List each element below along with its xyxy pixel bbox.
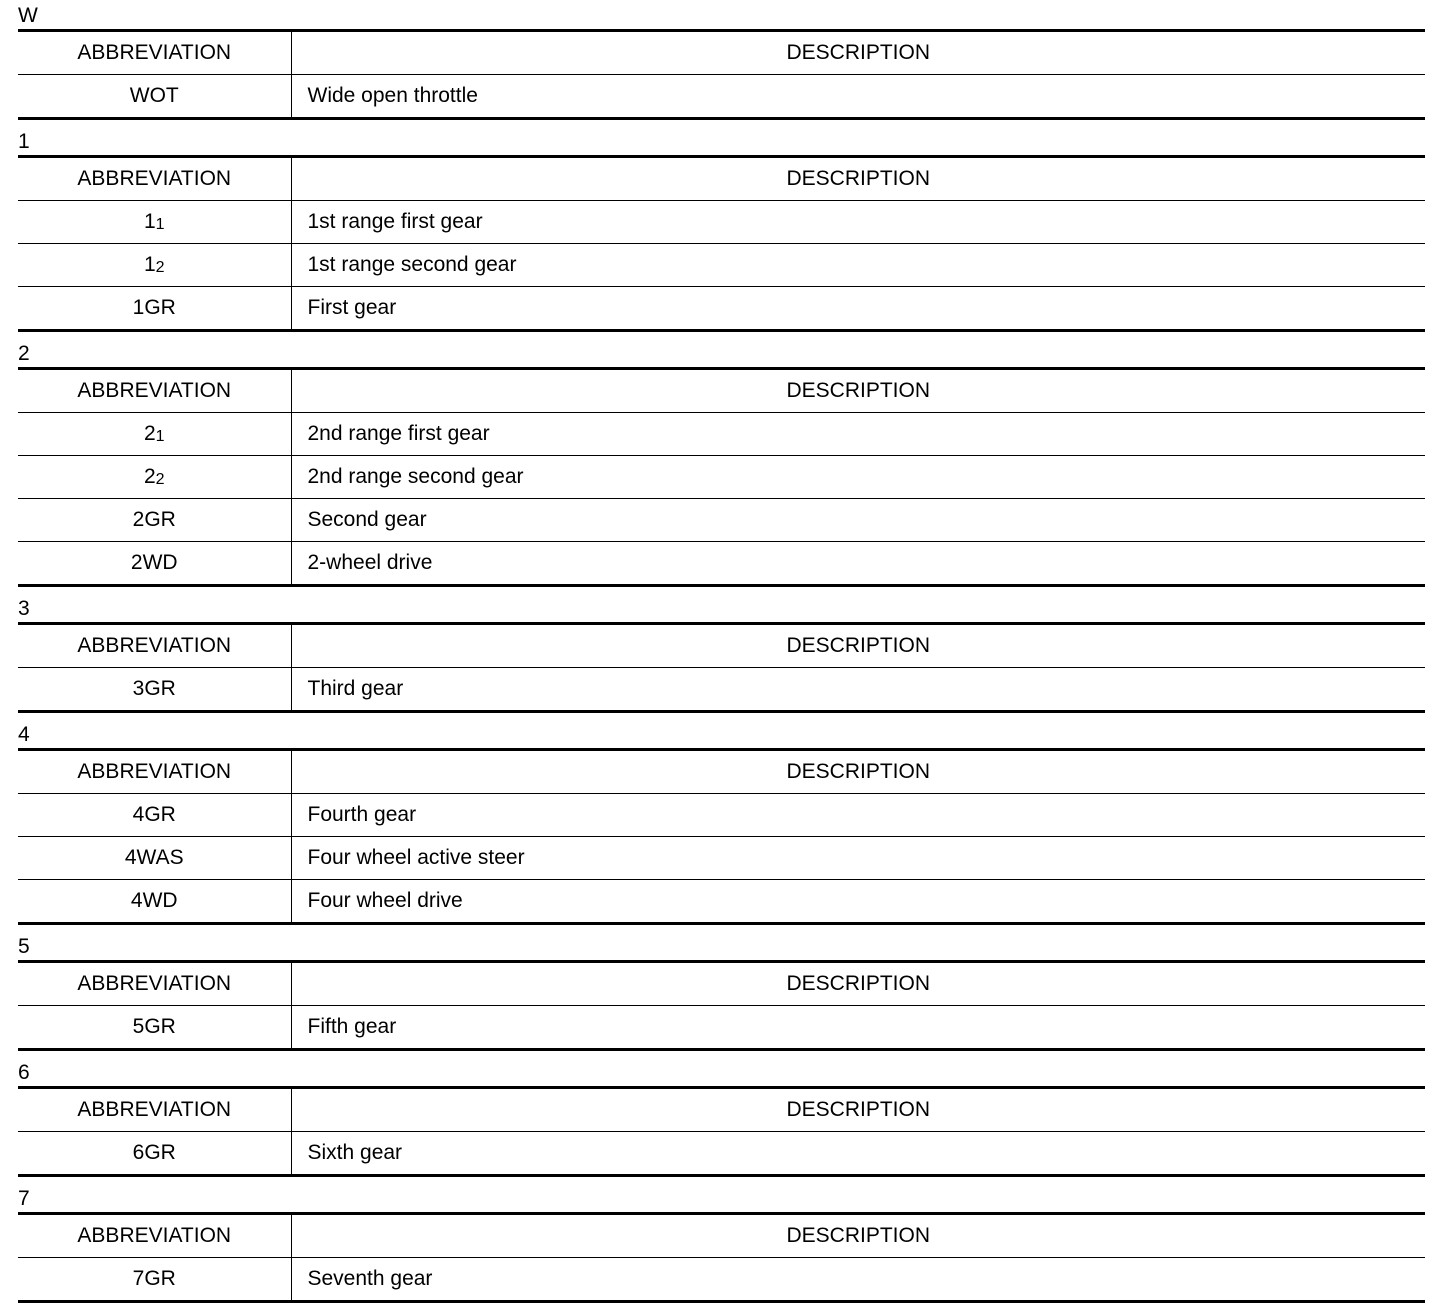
table-row [18, 1258, 1425, 1302]
description-cell: Sixth gear [307, 1141, 403, 1164]
abbreviation-cell [18, 1006, 291, 1050]
description-column-header: DESCRIPTION [291, 369, 1425, 413]
abbreviation-subscript: 2 [155, 471, 165, 488]
table-header-row [18, 369, 1425, 413]
abbreviation-column-header: ABBREVIATION [18, 624, 291, 668]
description-cell: Third gear [307, 677, 404, 700]
abbreviation-cell [18, 75, 291, 119]
description-cell: 1st range first gear [291, 201, 1425, 244]
abbreviation-column-header: ABBREVIATION [18, 1214, 291, 1258]
abbreviation-cell [18, 1132, 291, 1176]
table-row [18, 542, 1425, 586]
description-cell: 1st range second gear [291, 244, 1425, 287]
section-heading: 6 [18, 1061, 30, 1084]
abbreviation-cell [18, 413, 291, 456]
abbreviation-text: 5GR [132, 1015, 176, 1038]
abbreviation-text: WOT [129, 84, 179, 107]
abbreviation-text: 2 [143, 465, 156, 488]
table-row [18, 413, 1425, 456]
abbreviation-table [18, 748, 1425, 925]
description-column-header: DESCRIPTION [291, 962, 1425, 1006]
table-row [18, 880, 1425, 924]
description-cell: Fourth gear [291, 794, 1425, 837]
abbreviation-cell [18, 880, 291, 924]
description-cell: Four wheel active steer [291, 837, 1425, 880]
description-column-header: DESCRIPTION [291, 31, 1425, 75]
abbreviation-cell [18, 499, 291, 542]
abbreviation-cell [18, 287, 291, 331]
description-cell: Wide open throttle [307, 84, 478, 107]
abbreviation-text: 4GR [132, 803, 176, 826]
section-heading: 2 [18, 342, 30, 365]
abbreviation-column-header: ABBREVIATION [18, 157, 291, 201]
abbreviation-table [18, 1212, 1425, 1303]
description-column-header: DESCRIPTION [291, 157, 1425, 201]
description-cell: Seventh gear [307, 1267, 433, 1290]
abbreviation-cell [18, 837, 291, 880]
description-cell: 2nd range first gear [291, 413, 1425, 456]
abbreviation-text: 2GR [132, 508, 176, 531]
section-heading: 1 [18, 130, 30, 153]
table-row [18, 456, 1425, 499]
table-row [18, 287, 1425, 331]
description-cell: 2nd range second gear [291, 456, 1425, 499]
table-row [18, 1006, 1425, 1050]
section-heading: 5 [18, 935, 30, 958]
abbreviation-text: 1 [143, 210, 156, 233]
abbreviation-cell [18, 668, 291, 712]
description-column-header: DESCRIPTION [291, 624, 1425, 668]
abbreviation-column-header: ABBREVIATION [18, 369, 291, 413]
table-header-row [18, 1214, 1425, 1258]
abbreviation-cell [18, 542, 291, 586]
abbreviation-table [18, 1086, 1425, 1177]
table-row [18, 244, 1425, 287]
description-column-header: DESCRIPTION [291, 1088, 1425, 1132]
table-header-row [18, 1088, 1425, 1132]
abbreviation-column-header: ABBREVIATION [18, 962, 291, 1006]
abbreviation-text: 1GR [132, 296, 176, 319]
abbreviation-table [18, 29, 1425, 120]
table-row [18, 794, 1425, 837]
description-cell: 2-wheel drive [307, 551, 433, 574]
description-cell: Four wheel drive [307, 889, 463, 912]
table-row [18, 837, 1425, 880]
abbreviation-subscript: 1 [155, 428, 165, 445]
abbreviation-column-header: ABBREVIATION [18, 31, 291, 75]
description-cell: First gear [307, 296, 397, 319]
section-heading: 7 [18, 1187, 30, 1210]
abbreviation-column-header: ABBREVIATION [18, 1088, 291, 1132]
abbreviation-text: 4WD [130, 889, 178, 912]
description-cell: Second gear [291, 499, 1425, 542]
table-header-row [18, 962, 1425, 1006]
section-heading: W [18, 4, 38, 27]
table-header-row [18, 624, 1425, 668]
abbreviation-cell [18, 201, 291, 244]
abbreviation-text: 1 [143, 253, 156, 276]
table-row [18, 499, 1425, 542]
abbreviation-table [18, 960, 1425, 1051]
abbreviation-cell [18, 1258, 291, 1302]
description-column-header: DESCRIPTION [291, 750, 1425, 794]
table-row [18, 75, 1425, 119]
abbreviation-text: 2WD [130, 551, 178, 574]
abbreviation-subscript: 1 [155, 216, 165, 233]
table-row [18, 1132, 1425, 1176]
abbreviation-text: 2 [143, 422, 156, 445]
abbreviation-table [18, 367, 1425, 587]
section-heading: 4 [18, 723, 30, 746]
abbreviation-table [18, 155, 1425, 332]
abbreviation-cell [18, 456, 291, 499]
section-heading: 3 [18, 597, 30, 620]
abbreviation-cell [18, 794, 291, 837]
abbreviation-document [18, 3, 1425, 1312]
abbreviation-text: 7GR [132, 1267, 176, 1290]
abbreviation-table [18, 622, 1425, 713]
abbreviation-text: 6GR [132, 1141, 176, 1164]
abbreviation-column-header: ABBREVIATION [18, 750, 291, 794]
table-header-row [18, 157, 1425, 201]
table-header-row [18, 750, 1425, 794]
description-cell: Fifth gear [307, 1015, 397, 1038]
abbreviation-subscript: 2 [155, 259, 165, 276]
description-column-header: DESCRIPTION [291, 1214, 1425, 1258]
table-row [18, 201, 1425, 244]
table-row [18, 668, 1425, 712]
abbreviation-text: 3GR [132, 677, 176, 700]
abbreviation-text: 4WAS [124, 846, 184, 869]
abbreviation-cell [18, 244, 291, 287]
table-header-row [18, 31, 1425, 75]
